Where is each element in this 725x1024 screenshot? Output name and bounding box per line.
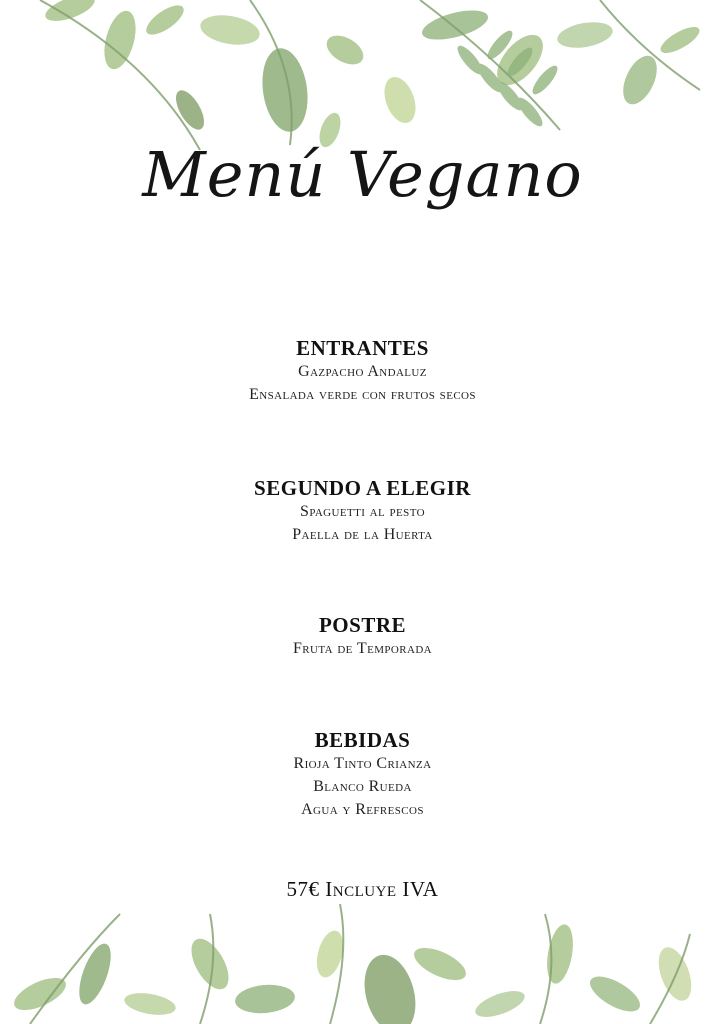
section-heading: BEBIDAS bbox=[314, 728, 411, 752]
section-heading: POSTRE bbox=[318, 613, 407, 637]
dish-item: Paella de la Huerta bbox=[292, 526, 433, 543]
section-postre bbox=[0, 613, 725, 660]
section-bebidas bbox=[0, 728, 725, 821]
menu-title: Menú Vegano bbox=[142, 138, 583, 211]
dish-item: Rioja Tinto Crianza bbox=[293, 755, 432, 772]
bottom-foliage-decoration bbox=[0, 894, 725, 1024]
dish-item: Agua y Refrescos bbox=[301, 801, 424, 818]
dish-item: Fruta de Temporada bbox=[292, 640, 433, 657]
section-heading: SEGUNDO A ELEGIR bbox=[254, 476, 471, 500]
dish-item: Blanco Rueda bbox=[313, 778, 412, 795]
dish-item: Ensalada verde con frutos secos bbox=[249, 386, 476, 403]
top-foliage-decoration bbox=[0, 0, 725, 160]
section-segundo bbox=[0, 476, 725, 546]
section-entrantes bbox=[0, 336, 725, 406]
dish-item: Gazpacho Andaluz bbox=[298, 363, 427, 380]
section-heading: ENTRANTES bbox=[296, 336, 429, 360]
menu-price: 57€ Incluye IVA bbox=[286, 877, 439, 901]
dish-item: Spaguetti al pesto bbox=[300, 503, 425, 520]
